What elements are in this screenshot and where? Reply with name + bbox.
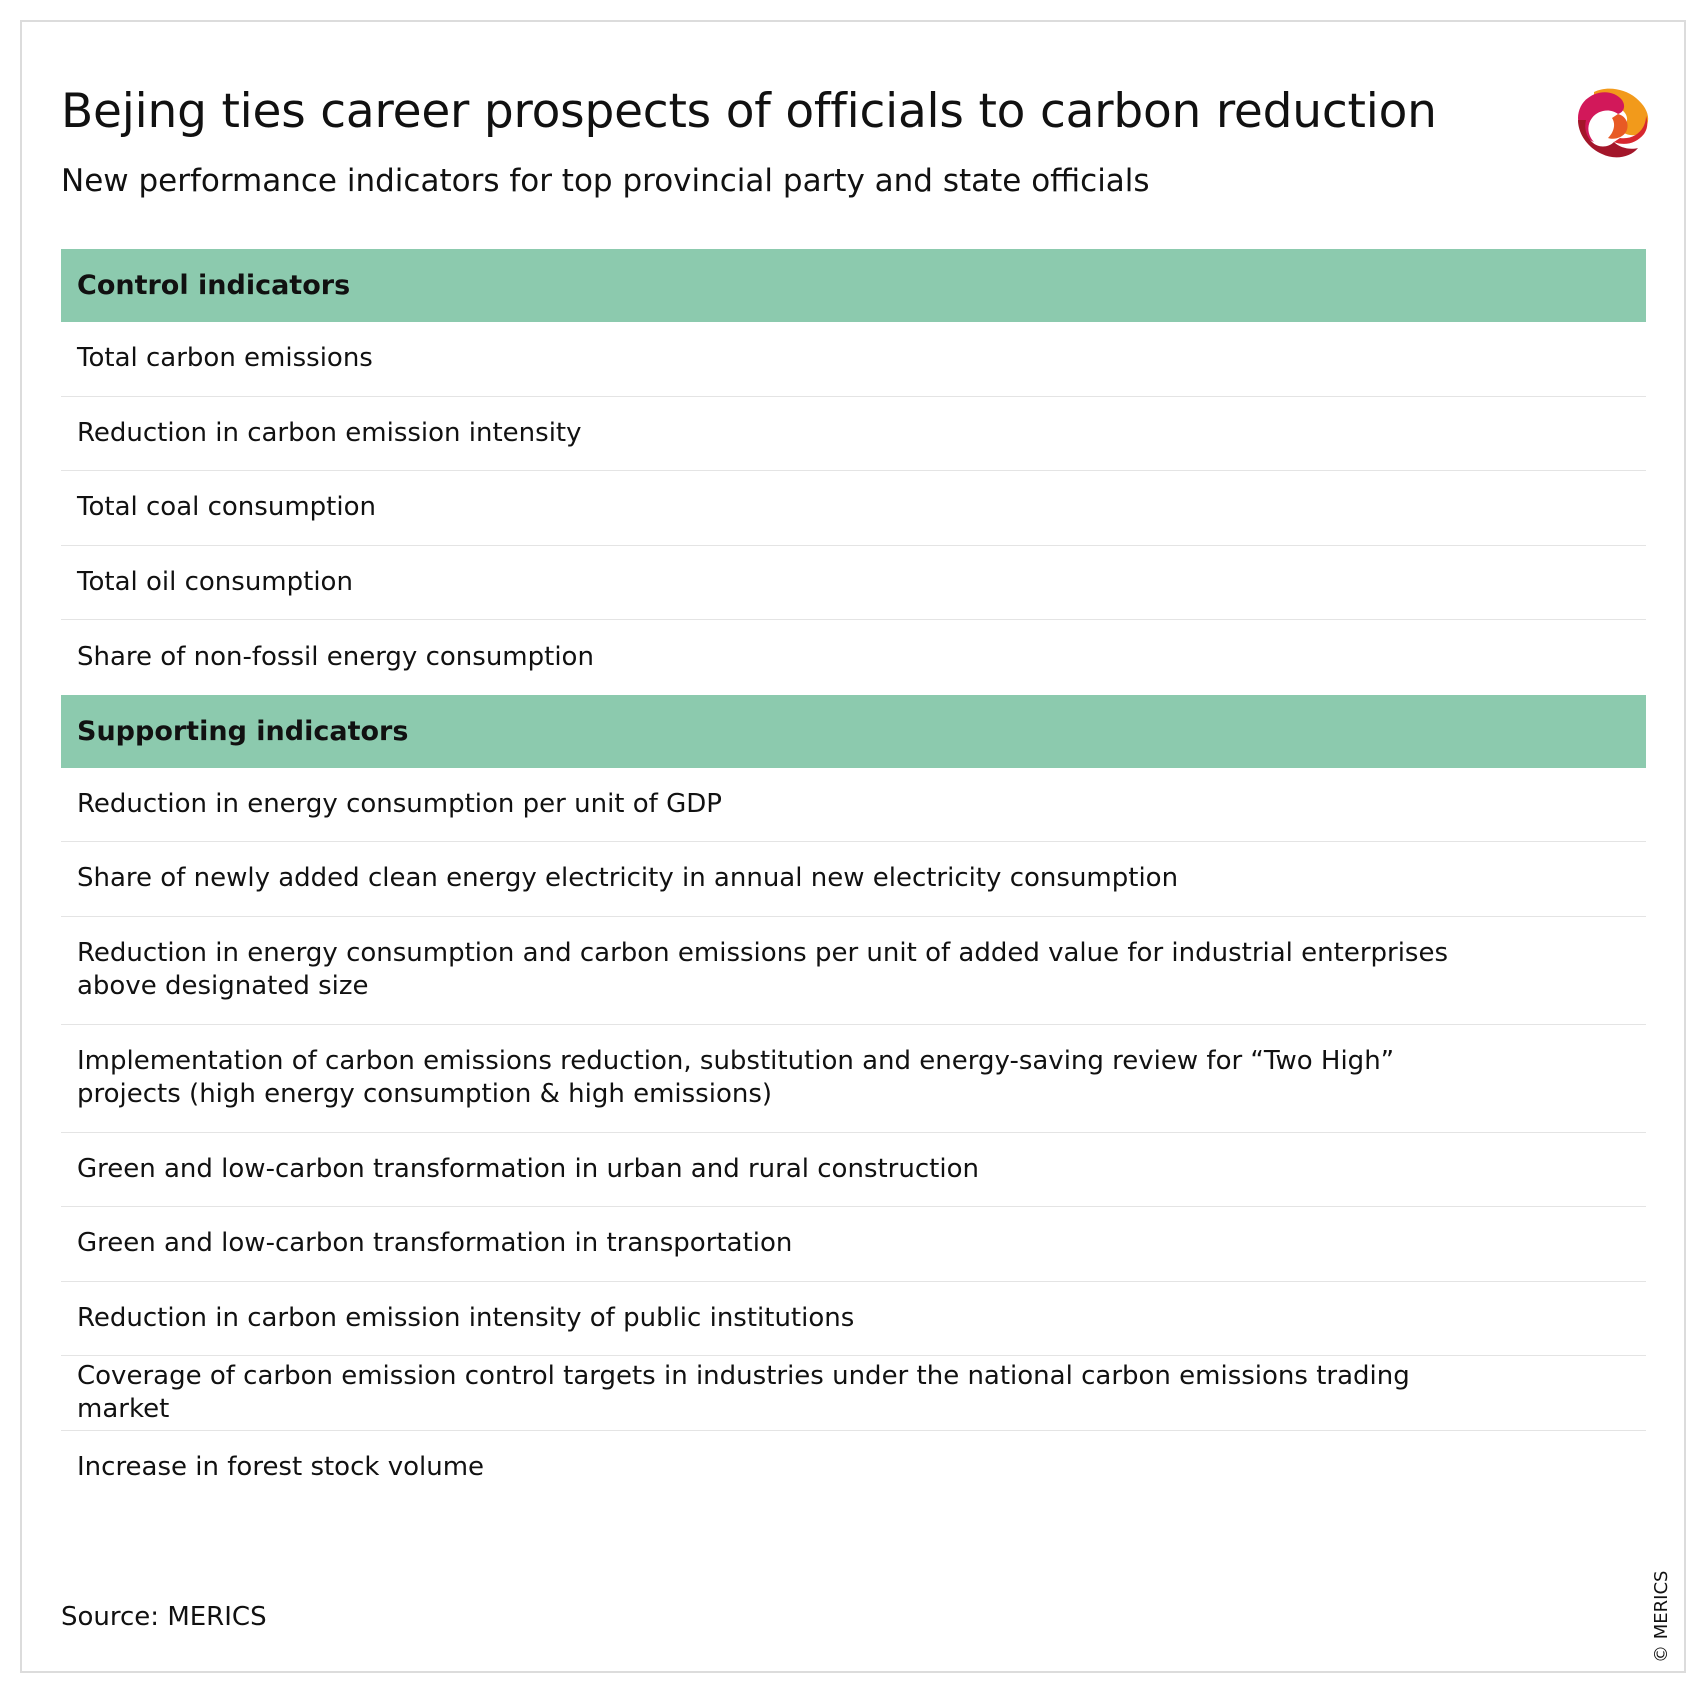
table-row: Share of newly added clean energy electricity in annual new electricity consumption bbox=[61, 842, 1646, 917]
merics-logo-icon bbox=[1574, 86, 1652, 162]
table-row: Implementation of carbon emissions reduction, substitution and energy-saving review for “Two High” projects (high energy consumption & high emissions) bbox=[61, 1025, 1646, 1133]
table-row: Reduction in energy consumption per unit of GDP bbox=[61, 768, 1646, 843]
table-row: Share of non-fossil energy consumption bbox=[77, 641, 594, 672]
section-header-control: Control indicators bbox=[61, 249, 1646, 322]
table-row: Reduction in carbon emission intensity of public institutions bbox=[61, 1282, 1646, 1357]
table-row: Total coal consumption bbox=[61, 471, 1646, 546]
table-row: Green and low-carbon transformation in transportation bbox=[61, 1207, 1646, 1282]
source-note: Source: MERICS bbox=[61, 1602, 267, 1632]
table-row: Increase in forest stock volume bbox=[77, 1452, 485, 1483]
section-header-supporting: Supporting indicators bbox=[61, 695, 1646, 768]
table-row: Reduction in energy consumption and carbon emissions per unit of added value for industrial enterprises above designated size bbox=[61, 917, 1646, 1025]
indicator-table bbox=[61, 249, 1646, 1505]
copyright-note: © MERICS bbox=[1651, 1570, 1672, 1663]
page-subtitle: New performance indicators for top provincial party and state officials bbox=[61, 163, 1150, 199]
table-row: Total oil consumption bbox=[61, 546, 1646, 621]
page-title: Bejing ties career prospects of officials to carbon reduction bbox=[61, 84, 1437, 139]
table-row: Total carbon emissions bbox=[61, 322, 1646, 397]
table-row: Coverage of carbon emission control targets in industries under the national carbon emissions trading market bbox=[61, 1356, 1646, 1431]
table-row: Green and low-carbon transformation in urban and rural construction bbox=[61, 1133, 1646, 1208]
table-row: Reduction in carbon emission intensity bbox=[61, 397, 1646, 472]
